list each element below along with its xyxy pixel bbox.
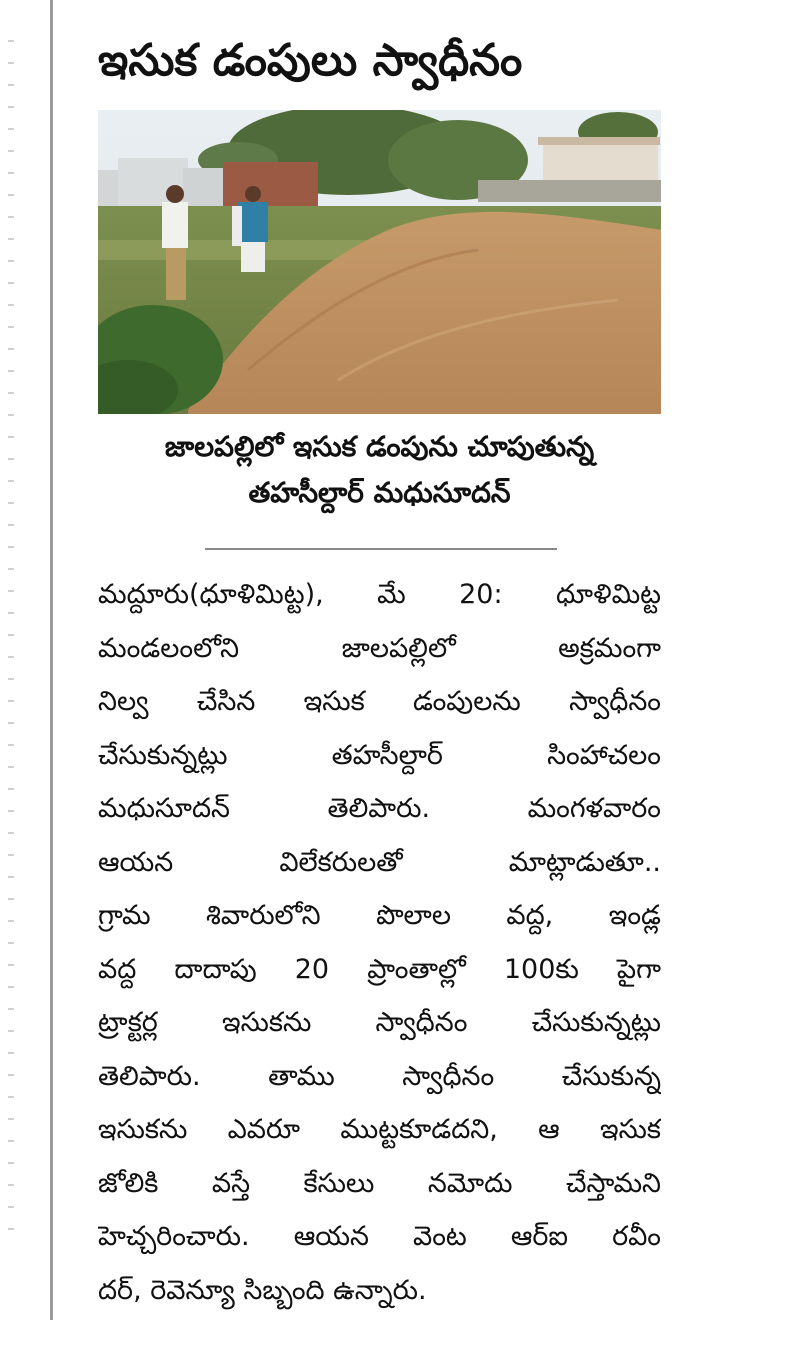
body-line: మద్దూరు(ధూళిమిట్ట), మే 20: ధూళిమిట్ట (98, 579, 661, 610)
sand-heap-photo (98, 110, 661, 414)
caption-separator (205, 548, 557, 550)
body-line: హెచ్చరించారు. ఆయన వెంట ఆర్ఐ రవీం (98, 1221, 661, 1252)
photo-caption (98, 424, 661, 516)
body-line: దర్, రెవెన్యూ సిబ్బంది ఉన్నారు. (98, 1274, 427, 1306)
body-line: తెలిపారు. తాము స్వాధీనం చేసుకున్న (98, 1060, 661, 1092)
caption-line: తహసీల్దార్ మధుసూదన్ (248, 476, 511, 509)
column-rule (50, 0, 53, 1320)
body-line: ట్రాక్టర్ల ఇసుకను స్వాధీనం చేసుకున్నట్లు (98, 1007, 661, 1038)
headline: ఇసుక డంపులు స్వాధీనం (98, 35, 523, 86)
caption-line: జాలపల్లిలో ఇసుక డంపును చూపుతున్న (164, 430, 595, 463)
body-line: చేసుకున్నట్లు తహసీల్దార్ సింహాచలం (98, 739, 661, 771)
body-line: ఆయన విలేకరులతో మాట్లాడుతూ.. (98, 846, 661, 878)
body-line: జోలికి వస్తే కేసులు నమోదు చేస్తామని (98, 1167, 661, 1199)
page-edge-marks (8, 40, 14, 1240)
body-line: వద్ద దాదాపు 20 ప్రాంతాల్లో 100కు పైగా (98, 953, 661, 985)
article-body (98, 568, 661, 1317)
body-line: నిల్వ చేసిన ఇసుక డంపులను స్వాధీనం (98, 686, 661, 717)
body-line: గ్రామ శివారులోని పొలాల వద్ద, ఇండ్ల (98, 900, 661, 931)
body-line: ఇసుకను ఎవరూ ముట్టకూడదని, ఆ ఇసుక (98, 1114, 661, 1145)
body-line: మధుసూదన్ తెలిపారు. మంగళవారం (98, 793, 661, 824)
body-line: మండలంలోని జాలపల్లిలో అక్రమంగా (98, 632, 661, 664)
news-photo (98, 110, 661, 414)
